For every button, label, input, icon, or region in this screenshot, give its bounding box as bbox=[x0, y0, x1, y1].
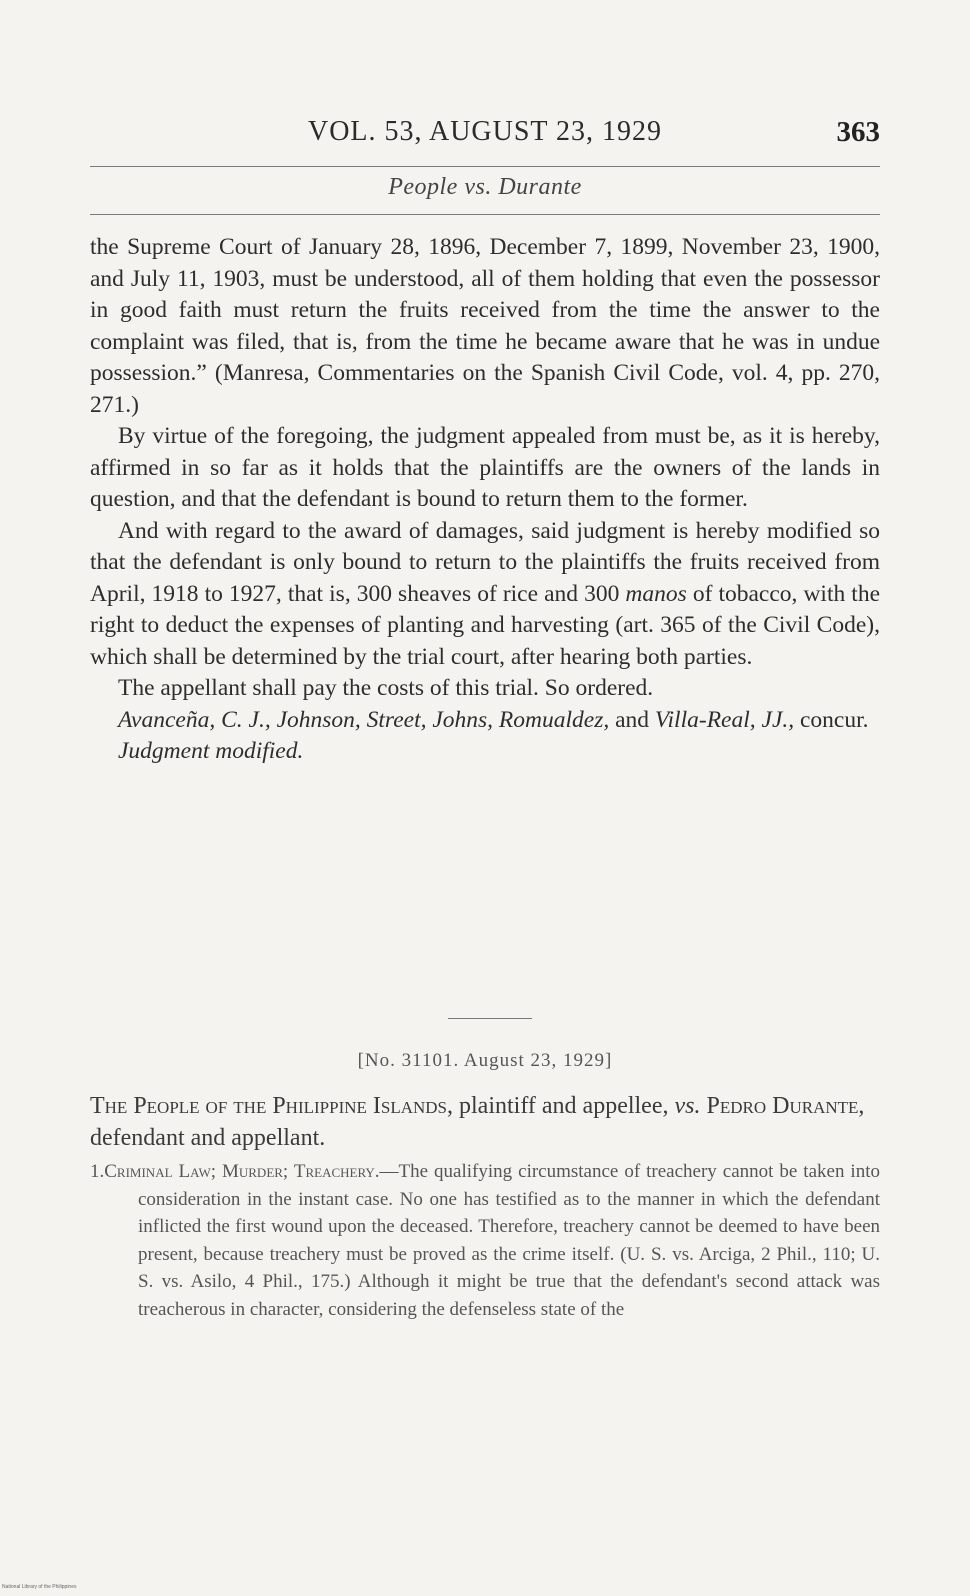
page-number: 363 bbox=[836, 116, 880, 148]
case-title bbox=[90, 1090, 880, 1154]
case-title-role-1: plaintiff and appellee, bbox=[453, 1093, 675, 1119]
disposition: Judgment modified. bbox=[118, 738, 304, 764]
concur-judges-2: Villa-Real, JJ., bbox=[654, 706, 795, 733]
paragraph-3 bbox=[90, 516, 880, 674]
paragraph-3-part-b: of tobacco, with the right to deduct the expenses of planting and harvesting (art. 365 of the Civil Code), which shall be determined by the trial court, after hearing both parties. bbox=[90, 580, 880, 670]
concur-judges: Avanceña, C. J., Johnson, Street, Johns, Romualdez, bbox=[118, 706, 610, 733]
concur-and: and bbox=[609, 706, 655, 733]
case-plaintiff: The People of the Philippine Islands, bbox=[90, 1093, 454, 1119]
library-watermark: National Library of the Philippines bbox=[2, 1584, 77, 1590]
concurrence bbox=[90, 705, 880, 737]
page-header bbox=[90, 116, 880, 160]
syllabus-text: —The qualifying circumstance of treachery cannot be taken into consideration in the instant case. No one has testified as to the manner in which the defendant inflicted the first wound upon the deceased. Therefore, treachery cannot be deemed to have been present, because treachery must be proved as the crime itself. (U. S. vs. Arciga, 2 Phil., 110; U. S. vs. Asilo, 4 Phil., 175.) Although it might be true that the defendant's second attack was treacherous in character, considering the defenseless state of the bbox=[138, 1161, 880, 1320]
syllabus bbox=[90, 1158, 880, 1323]
case-number: [No. 31101. August 23, 1929] bbox=[357, 1050, 613, 1071]
paragraph-2: By virtue of the foregoing, the judgment appealed from must be, as it is hereby, affirmed in so far as it holds that the plaintiffs are the owners of the lands in question, and that the defendant is bound to return them to the former. bbox=[90, 423, 880, 512]
opinion-body bbox=[90, 232, 880, 768]
paragraph-3-part-a: And with regard to the award of damages, said judgment is hereby modified so that the defendant is only bound to return to the plaintiffs the fruits received from April, 1918 to 1927, that is, 300 sheaves of rice and 300 bbox=[90, 517, 880, 607]
case-defendant: Pedro Durante, bbox=[700, 1093, 865, 1119]
paragraph-4: The appellant shall pay the costs of this trial. So ordered. bbox=[118, 675, 654, 701]
section-divider bbox=[448, 1018, 532, 1019]
case-title-vs: vs. bbox=[674, 1093, 701, 1119]
running-head: People vs. Durante bbox=[388, 174, 582, 200]
paragraph-3-italic: manos bbox=[625, 580, 687, 607]
header-rule-top bbox=[90, 166, 880, 167]
case-title-role-2: defendant and appellant. bbox=[90, 1125, 326, 1151]
volume-title: VOL. 53, AUGUST 23, 1929 bbox=[307, 116, 663, 147]
paragraph-1: the Supreme Court of January 28, 1896, December 7, 1899, November 23, 1900, and July 11, 1903, must be understood, all of them holding that even the possessor in good faith must return the fruits received from the time the answer to the complaint was filed, that is, from the time he became aware that he was in undue possession.” (Manresa, Commentaries on the Spanish Civil Code, vol. 4, pp. 270, 271.) bbox=[90, 234, 880, 418]
concur-end: concur. bbox=[794, 706, 869, 733]
syllabus-number: 1. bbox=[90, 1161, 105, 1182]
syllabus-heading: Criminal Law; Murder; Treachery. bbox=[104, 1161, 380, 1182]
syllabus-item-1 bbox=[90, 1158, 880, 1323]
header-rule-bottom bbox=[90, 214, 880, 215]
